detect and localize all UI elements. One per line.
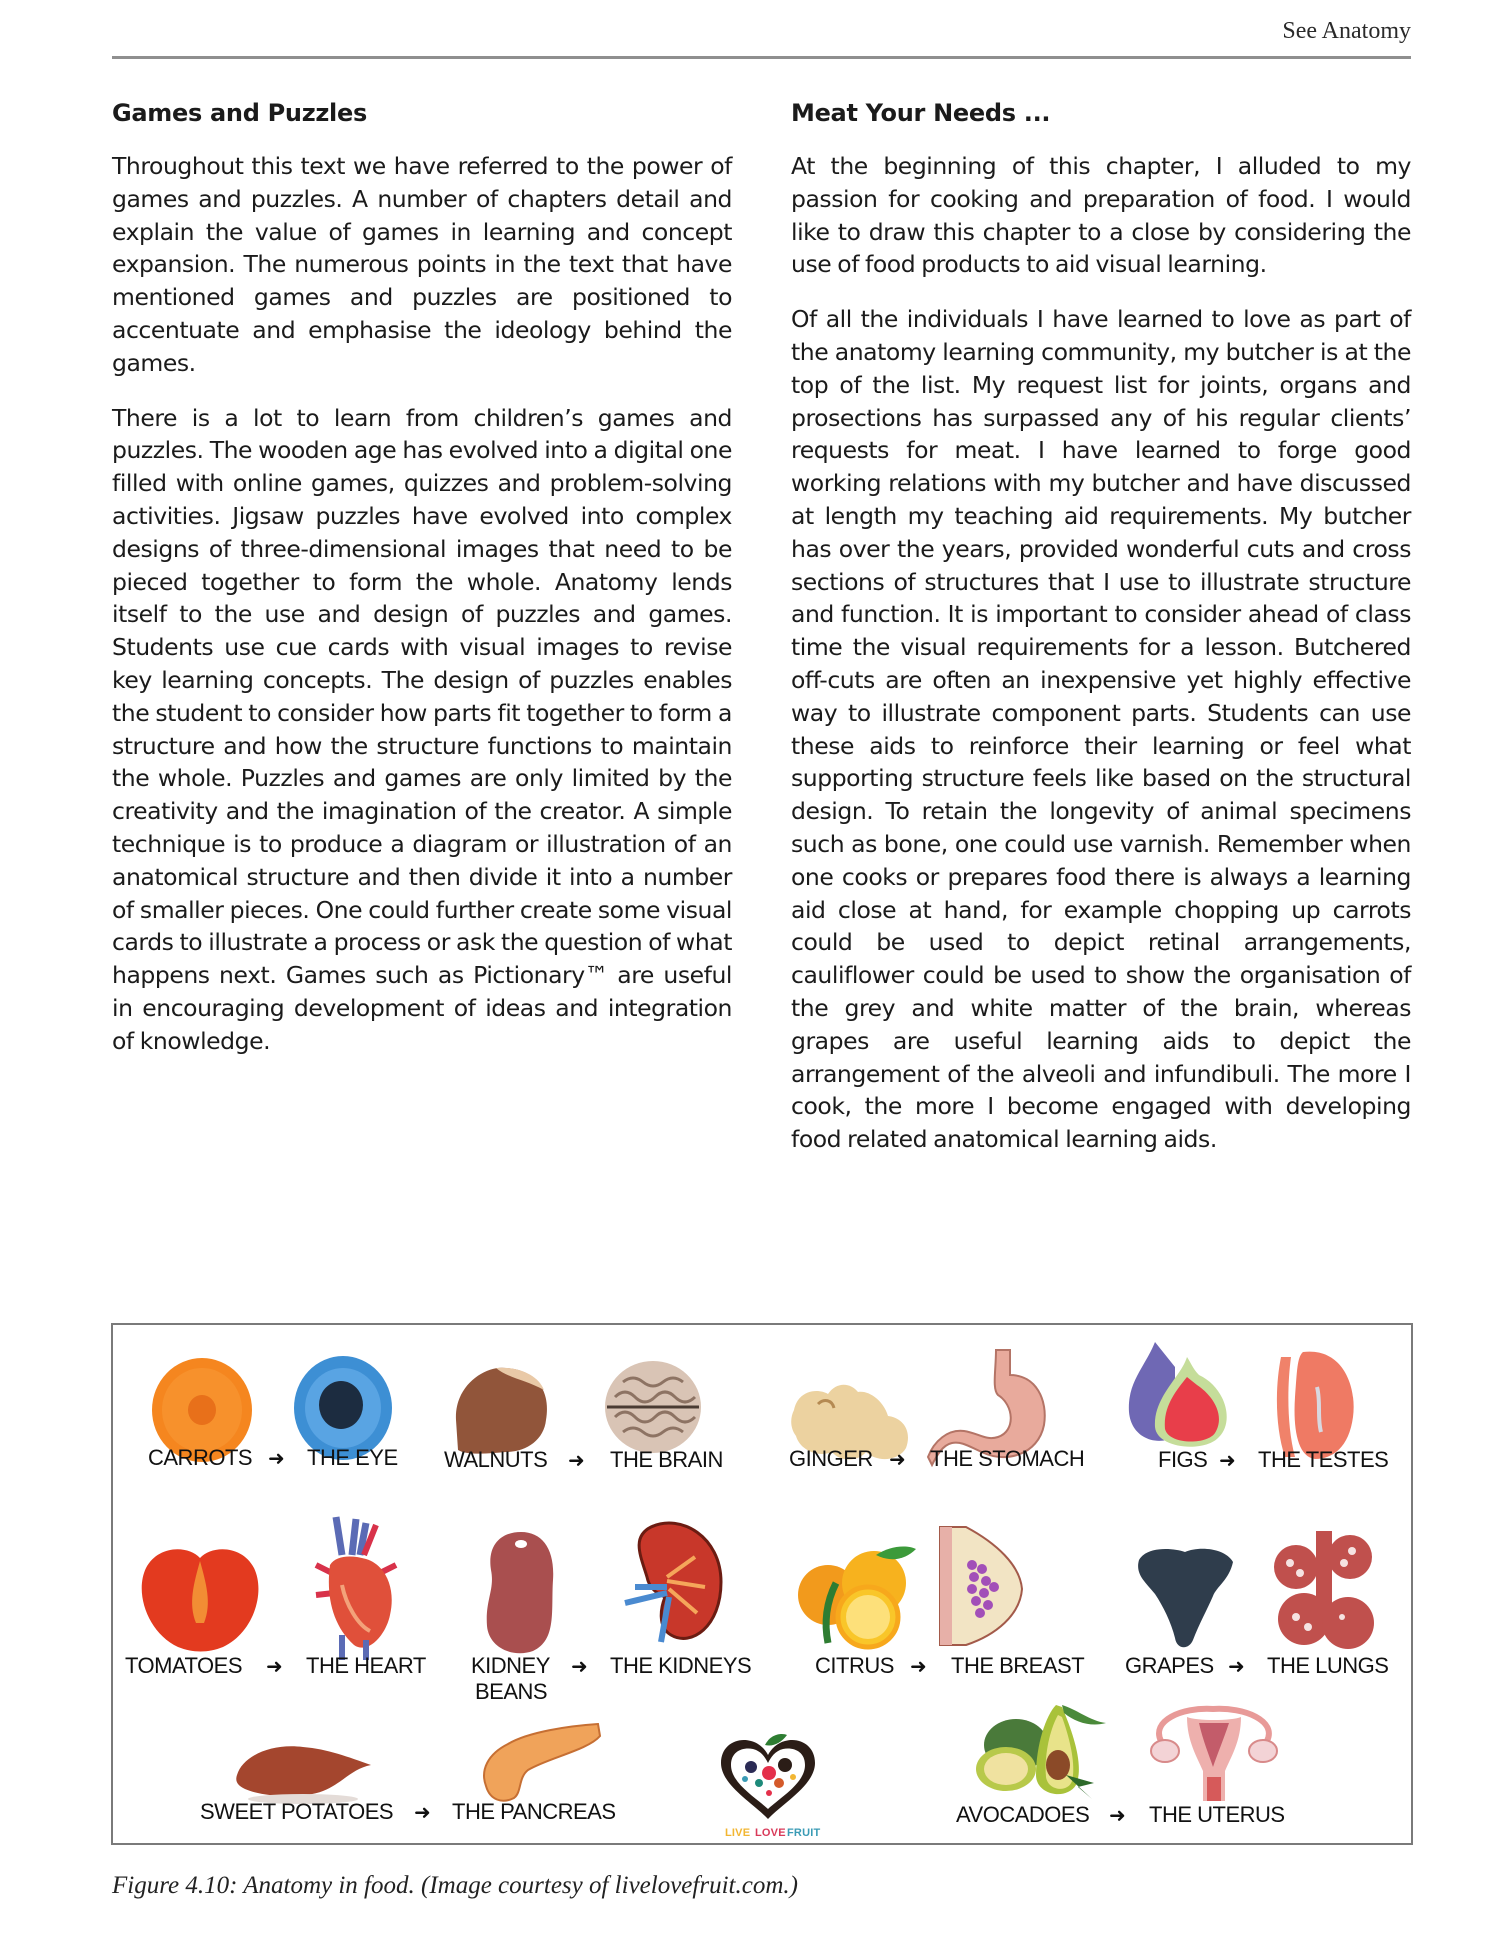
- arrow-icon: ➜: [266, 1654, 283, 1678]
- pancreas-icon: [478, 1720, 603, 1805]
- running-head: See Anatomy: [1282, 18, 1411, 44]
- brain-icon: [603, 1357, 703, 1457]
- right-column: [791, 98, 1411, 1178]
- paragraph: At the beginning of this chapter, I alluded to my passion for cooking and preparation of food. I would like to draw this chapter to a close by considering the use of food products to aid visual learning.: [791, 152, 1411, 279]
- header-rule: [112, 56, 1411, 59]
- breast-anatomy-icon: [936, 1525, 1026, 1655]
- logo-word-live: LIVE: [725, 1827, 751, 1839]
- paragraph: There is a lot to learn from children’s games and puzzles. The wooden age has evolved into a digital one filled with online games, quizzes and problem-solving activities. Jigsaw puzzles have evolved into complex designs of three-dimensional images that need to be pieced together to form the whole. Anatomy lends itself to the use and design of puzzles and games. Students use cue cards with visual images to revise key learning concepts. The design of puzzles enables the student to consider how parts fit together to form a structure and how the structure functions to maintain the whole. Puzzles and games are only limited by the creativity and the imagination of the creator. A simple technique is to produce a diagram or illustration of an anatomical structure and then divide it into a number of smaller pieces. One could further create some visual cards to illustrate a process or ask the question of what happens next. Games such as Pictionary™ are useful in encouraging development of ideas and integration of knowledge.: [112, 403, 732, 1055]
- arrow-icon: ➜: [1228, 1654, 1245, 1678]
- organ-label: THE BRAIN: [610, 1447, 723, 1472]
- walnut-icon: [446, 1360, 558, 1460]
- food-label: CARROTS: [148, 1445, 253, 1470]
- arrow-icon: ➜: [268, 1446, 285, 1470]
- heart-anatomy-icon: [306, 1515, 406, 1660]
- organ-label: THE HEART: [306, 1653, 426, 1678]
- heart-fruit-logo-icon: [713, 1733, 823, 1823]
- fig-icon: [1125, 1337, 1240, 1457]
- grapes-icon: [1133, 1540, 1238, 1650]
- section-title-games-and-puzzles: Games and Puzzles: [112, 99, 367, 127]
- organ-label: THE LUNGS: [1267, 1653, 1389, 1678]
- food-label: SWEET POTATOES: [200, 1799, 394, 1824]
- organ-label: THE STOMACH: [930, 1446, 1085, 1471]
- kidney-icon: [621, 1517, 726, 1647]
- organ-label: THE UTERUS: [1149, 1802, 1285, 1827]
- tomato-half-icon: [138, 1543, 263, 1653]
- anatomy-in-food-figure: [111, 1323, 1413, 1845]
- arrow-icon: ➜: [910, 1654, 927, 1678]
- food-label: TOMATOES: [125, 1653, 243, 1678]
- left-column: [112, 98, 732, 1080]
- arrow-icon: ➜: [1109, 1803, 1126, 1827]
- testis-icon: [1273, 1347, 1358, 1462]
- uterus-icon: [1141, 1701, 1286, 1806]
- arrow-icon: ➜: [889, 1447, 906, 1471]
- food-label: CITRUS: [815, 1653, 894, 1678]
- logo-word-love: LOVE: [755, 1827, 786, 1839]
- lung-alveoli-icon: [1268, 1527, 1378, 1652]
- sweet-potato-icon: [233, 1735, 373, 1805]
- orange-icon: [796, 1543, 921, 1653]
- arrow-icon: ➜: [568, 1448, 585, 1472]
- food-label: AVOCADOES: [956, 1802, 1090, 1827]
- paragraph: Of all the individuals I have learned to love as part of the anatomy learning community, my butcher is at the top of the list. My request list for joints, organs and prosections has surpassed any of his regular clients’ requests for meat. I have learned to forge good working relations with my butcher and have discussed at length my teaching aid requirements. My butcher has over the years, provided wonderful cuts and cross sections of structures that I use to illustrate structure and function. It is important to consider ahead of class time the visual requirements for a lesson. Butchered off-cuts are often an inexpensive yet highly effective way to illustrate component parts. Students can use these aids to reinforce their learning or feel what supporting structure feels like based on the structural design. To retain the longevity of animal specimens such as bone, one could use varnish. Remember when one cooks or prepares food there is always a learning aid close at hand, for example chopping up carrots could be used to depict retinal arrangements, cauliflower could be used to show the organisation of the grey and white matter of the brain, whereas grapes are useful learning aids to depict the arrangement of the alveoli and infundibuli. The more I cook, the more I become engaged with developing food related anatomical learning aids.: [791, 305, 1411, 1154]
- section-title-meat-your-needs: Meat Your Needs ...: [791, 99, 1051, 127]
- food-label: WALNUTS: [444, 1447, 548, 1472]
- organ-label: THE KIDNEYS: [610, 1653, 752, 1678]
- food-label-line2: BEANS: [475, 1679, 548, 1704]
- organ-label: THE TESTES: [1258, 1447, 1389, 1472]
- organ-label: THE PANCREAS: [452, 1799, 616, 1824]
- food-label: KIDNEY: [471, 1653, 550, 1678]
- figure-caption: Figure 4.10: Anatomy in food. (Image courtesy of livelovefruit.com.): [112, 1872, 798, 1899]
- paragraph: Throughout this text we have referred to the power of games and puzzles. A number of chapters detail and explain the value of games in learning and concept expansion. The numerous points in the text that have mentioned games and puzzles are positioned to accentuate and emphasise the ideology behind the games.: [112, 152, 732, 377]
- logo-word-fruit: FRUIT: [787, 1827, 821, 1839]
- food-label: GINGER: [789, 1446, 873, 1471]
- kidney-bean-icon: [483, 1530, 558, 1655]
- food-label: GRAPES: [1125, 1653, 1214, 1678]
- organ-label: THE EYE: [307, 1445, 398, 1470]
- organ-label: THE BREAST: [951, 1653, 1085, 1678]
- food-label: FIGS: [1158, 1447, 1208, 1472]
- avocado-icon: [966, 1695, 1111, 1805]
- live-love-fruit-logo: [713, 1733, 823, 1843]
- arrow-icon: ➜: [414, 1800, 431, 1824]
- arrow-icon: ➜: [1219, 1448, 1236, 1472]
- arrow-icon: ➜: [571, 1654, 588, 1678]
